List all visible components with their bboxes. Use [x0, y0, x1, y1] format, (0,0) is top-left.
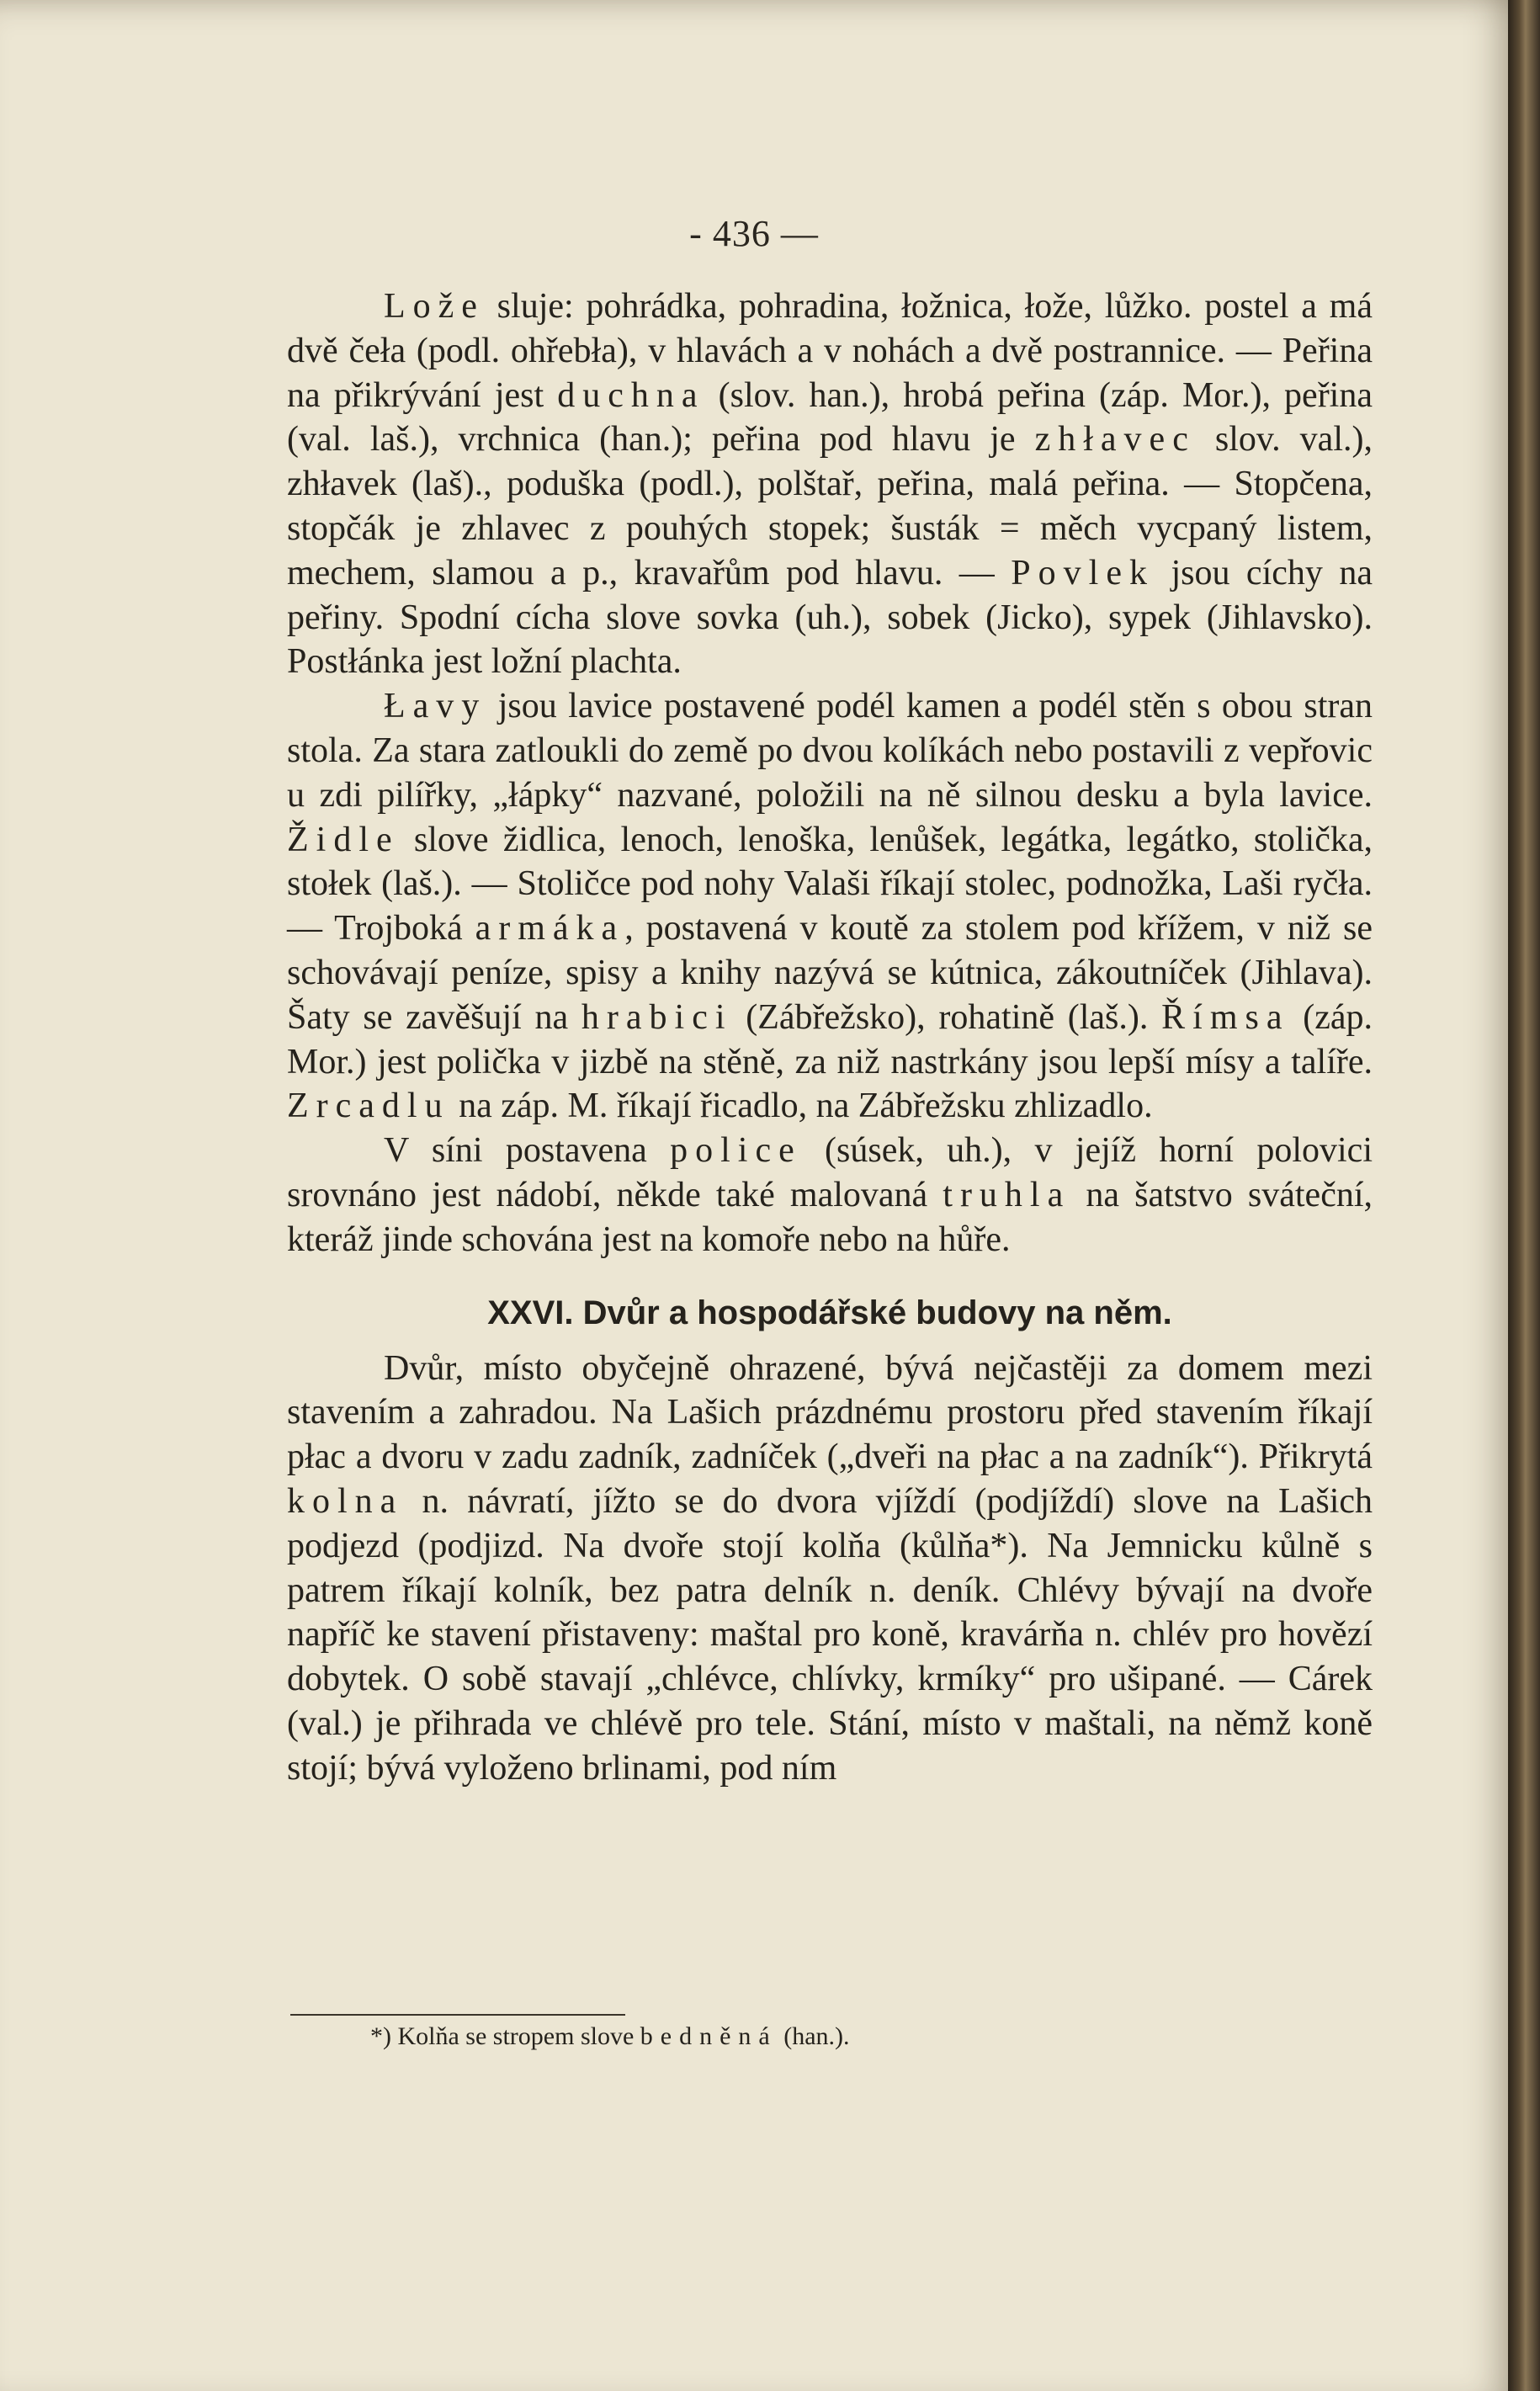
spaced-term: Zrcadlu — [287, 1087, 450, 1126]
footnote — [370, 2020, 1338, 2054]
text-run: jsou lavice postavené podél kamen a podél stěn s obou stran stola. Za stara zatloukli do země po dvou kolíkách nebo postavili z vepřovic u zdi pilířky, „łápky“ nazvané, položili na ně silnou desku a byla lavice. — [287, 687, 1373, 815]
text-run: jsou cíchy na peřiny. Spodní cícha slove sovka (uh.), sobek (Jicko), sypek (Jihlavsko). Postłánka jest ložní plachta. — [287, 553, 1373, 682]
footnote-before: *) Kolňa se stropem slove — [370, 2022, 640, 2050]
spaced-term: Povlek — [1011, 553, 1155, 592]
footnote-after: (han.). — [777, 2022, 850, 2050]
paragraph-dvur — [287, 1347, 1373, 1791]
text-run: (slov. han.), hrobá peřina (záp. Mor.), peřina (val. laš.), vrchnica (han.); peřina pod hlavu je — [287, 375, 1373, 460]
spaced-term: duchna — [557, 375, 705, 415]
paragraph-sin — [287, 1129, 1373, 1262]
spaced-term: Židle — [287, 820, 400, 859]
section-heading: XXVI. Dvůr a hospodářské budovy na něm. — [487, 1294, 1172, 1331]
text-run: na šatstvo sváteční, kteráž jinde schována jest na komoře nebo na hůře. — [287, 1175, 1373, 1259]
text-run: (záp. Mor.) jest polička v jizbě na stěně, za niž nastrkány jsou lepší mísy a talíře. — [287, 997, 1373, 1081]
text-run: V síni postavena — [384, 1131, 671, 1171]
page-number: - 436 — — [689, 213, 819, 254]
text-run: , postavená v koutě za stolem pod křížem, v niž se schovávají peníze, spisy a knihy nazývá se kútnica, zákoutníček (Jihlava). Šaty se zavěšují na — [287, 909, 1373, 1037]
text-run: n. návratí, jížto se do dvora vjíždí (podjíždí) slove na Lašich podjezd (podjizd. Na dvoře stojí kolňa (kůlňa*). Na Jemnicku kůlně s patrem říkají kolník, bez patra delník n. deník. Chlévy bývají na dvoře napříč ke stavení přistaveny: maštal pro koně, kravárňa n. chlév pro hovězí dobytek. O sobě stavají „chlévce, chlívky, krmíky“ pro ušipané. — Cárek (val.) je přihrada ve chlévě pro tele. Stání, místo v maštali, na němž koně stojí; bývá vyloženo brlinami, pod ním — [287, 1481, 1373, 1788]
spaced-term: hrabici — [581, 997, 733, 1037]
text-run: (Zábřežsko), rohatině (laš.). — [732, 997, 1162, 1037]
text-run: na záp. M. říkají řicadlo, na Zábřežsku zhlizadlo. — [449, 1087, 1153, 1126]
spaced-term: police — [670, 1131, 802, 1171]
book-spine — [1508, 0, 1540, 2391]
body-text — [287, 284, 1373, 1791]
spaced-term: Římsa — [1161, 997, 1290, 1037]
spaced-term: Łavy — [384, 687, 487, 726]
text-run: slov. val.), zhłavek (laš)., poduška (podl.), polštař, peřina, malá peřina. — Stopčena, stopčák je zhlavec z pouhých stopek; šusták = měch vycpaný listem, mechem, slamou a p., kravařům pod hlavu. — — [287, 420, 1373, 592]
footnote-rule — [290, 2014, 625, 2016]
paragraph-lavy — [287, 684, 1373, 1129]
spaced-term: kolna — [287, 1481, 404, 1521]
text-run: Dvůr, místo obyčejně ohrazené, bývá nejčastěji za domem mezi stavením a zahradou. Na Lašich prázdnému prostoru před stavením říkají płac a dvoru v zadu zadník, zadníček („dveři na płac a na zadník“). Přikrytá — [287, 1348, 1373, 1477]
spaced-term: truhla — [943, 1175, 1071, 1214]
text-run: sluje: pohrádka, pohradina, łožnica, łože, lůžko. postel a má dvě čeła (podl. ohřebła), v hlavách a v nohách a dvě postrannice. — Peřina na přikrývání jest — [287, 287, 1373, 415]
spaced-term: armáka — [475, 909, 625, 948]
spaced-term: Lože — [384, 287, 485, 326]
text-run: (súsek, uh.), v jejíž horní polovici srovnáno jest nádobí, někde také malovaná — [287, 1131, 1373, 1214]
text-run: slove židlica, lenoch, lenoška, lenůšek, legátka, legátko, stolička, stołek (laš.). — Stoličce pod nohy Valaši říkají stolec, podnožka, Laši ryčła. — Trojboká — [287, 820, 1373, 948]
footnote-spaced: bedněná — [640, 2022, 778, 2050]
spaced-term: zhłavec — [1034, 420, 1196, 460]
paragraph-loze — [287, 284, 1373, 684]
